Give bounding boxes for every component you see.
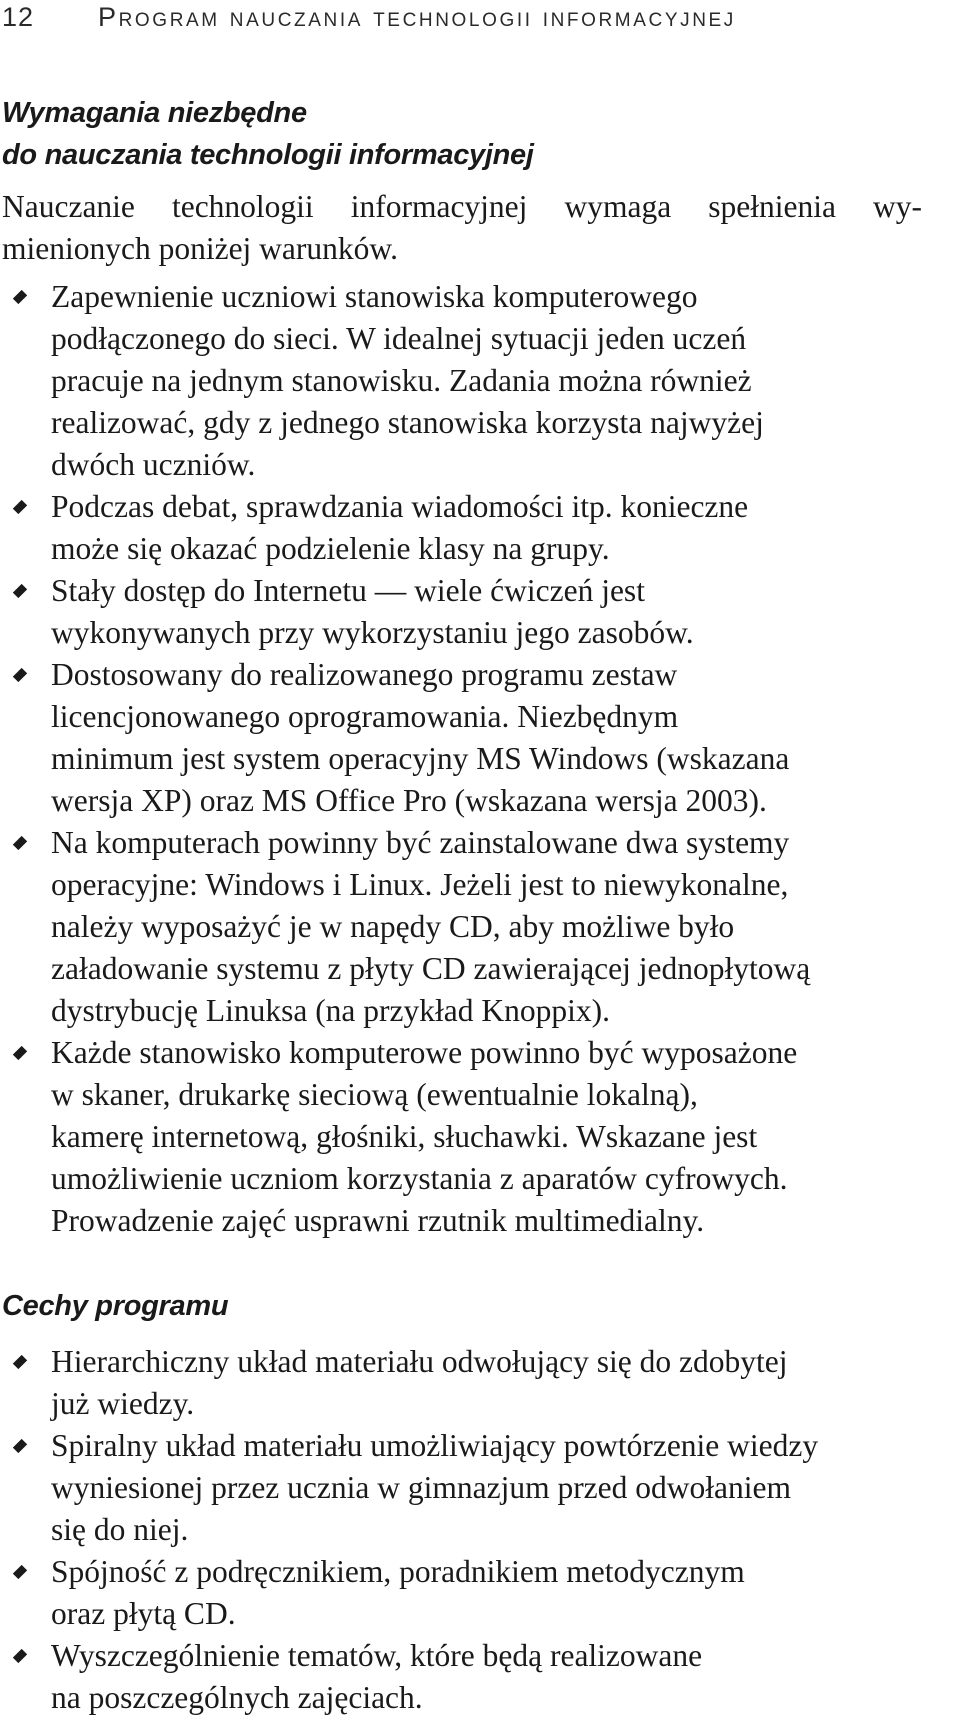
list-item [2,822,810,1032]
list-item [2,1425,818,1551]
item-line: Hierarchiczny układ materiału odwołujący się do zdobytej [51,1344,788,1379]
page-number: 12 [2,2,35,32]
item-line: minimum jest system operacyjny MS Windows (wskazana [51,741,790,776]
item-line: realizować, gdy z jednego stanowiska korzysta najwyżej [51,405,764,440]
item-line: wyniesionej przez ucznia w gimnazjum przed odwołaniem [51,1470,791,1505]
item-line: się do niej. [51,1512,189,1547]
item-line: Spiralny układ materiału umożliwiający powtórzenie wiedzy [51,1428,819,1463]
list-item [2,1635,818,1719]
item-line: pracuje na jednym stanowisku. Zadania można również [51,363,752,398]
features-list [2,1341,818,1719]
item-line: Podczas debat, sprawdzania wiadomości itp. konieczne [51,489,749,524]
list-item [2,276,810,486]
item-line: oraz płytą CD. [51,1596,236,1631]
item-line: kamerę internetową, głośniki, słuchawki. Wskazane jest [51,1119,758,1154]
diamond-bullet-icon [13,1046,27,1060]
item-line: Każde stanowisko komputerowe powinno być wyposażone [51,1035,798,1070]
item-line: załadowanie systemu z płyty CD zawierającej jednopłytową [51,951,811,986]
item-line: należy wyposażyć je w napędy CD, aby możliwe było [51,909,735,944]
paragraph-line: mienionych poniżej warunków. [2,231,398,266]
item-line: umożliwienie uczniom korzystania z aparatów cyfrowych. [51,1161,788,1196]
diamond-bullet-icon [13,1355,27,1369]
running-title: Program nauczania technologii informacyjnej [98,2,736,32]
list-item [2,1032,810,1242]
diamond-bullet-icon [13,836,27,850]
item-line: Prowadzenie zajęć usprawni rzutnik multimedialny. [51,1203,705,1238]
item-line: Wyszczególnienie tematów, które będą realizowane [51,1638,703,1673]
requirements-list [2,276,810,1242]
diamond-bullet-icon [13,584,27,598]
item-line: dystrybucję Linuksa (na przykład Knoppix). [51,993,610,1028]
item-line: już wiedzy. [51,1386,195,1421]
section-heading-features: Cechy programu [2,1290,229,1322]
item-line: Dostosowany do realizowanego programu zestaw [51,657,678,692]
list-item [2,486,810,570]
heading-line: do nauczania technologii informacyjnej [2,139,534,171]
item-line: operacyjne: Windows i Linux. Jeżeli jest to niewykonalne, [51,867,789,902]
running-header [2,2,736,38]
heading-line: Wymagania niezbędne [2,97,307,129]
diamond-bullet-icon [13,1565,27,1579]
item-line: Zapewnienie uczniowi stanowiska komputerowego [51,279,698,314]
item-line: podłączonego do sieci. W idealnej sytuacji jeden uczeń [51,321,747,356]
item-line: na poszczególnych zajęciach. [51,1680,423,1715]
diamond-bullet-icon [13,668,27,682]
item-line: Stały dostęp do Internetu — wiele ćwiczeń jest [51,573,645,608]
diamond-bullet-icon [13,500,27,514]
diamond-bullet-icon [13,1649,27,1663]
item-line: wersja XP) oraz MS Office Pro (wskazana wersja 2003). [51,783,767,818]
intro-paragraph [2,186,922,270]
item-line: licencjonowanego oprogramowania. Niezbędnym [51,699,679,734]
item-line: Spójność z podręcznikiem, poradnikiem metodycznym [51,1554,745,1589]
item-line: może się okazać podzielenie klasy na grupy. [51,531,610,566]
item-line: w skaner, drukarkę sieciową (ewentualnie lokalną), [51,1077,698,1112]
diamond-bullet-icon [13,1439,27,1453]
list-item [2,570,810,654]
diamond-bullet-icon [13,290,27,304]
list-item [2,1341,818,1425]
item-line: Na komputerach powinny być zainstalowane dwa systemy [51,825,790,860]
paragraph-line: Nauczanie technologii informacyjnej wymaga spełnienia wy- [2,189,922,224]
item-line: wykonywanych przy wykorzystaniu jego zasobów. [51,615,694,650]
item-line: dwóch uczniów. [51,447,256,482]
list-item [2,654,810,822]
section-heading-requirements [2,92,534,176]
list-item [2,1551,818,1635]
